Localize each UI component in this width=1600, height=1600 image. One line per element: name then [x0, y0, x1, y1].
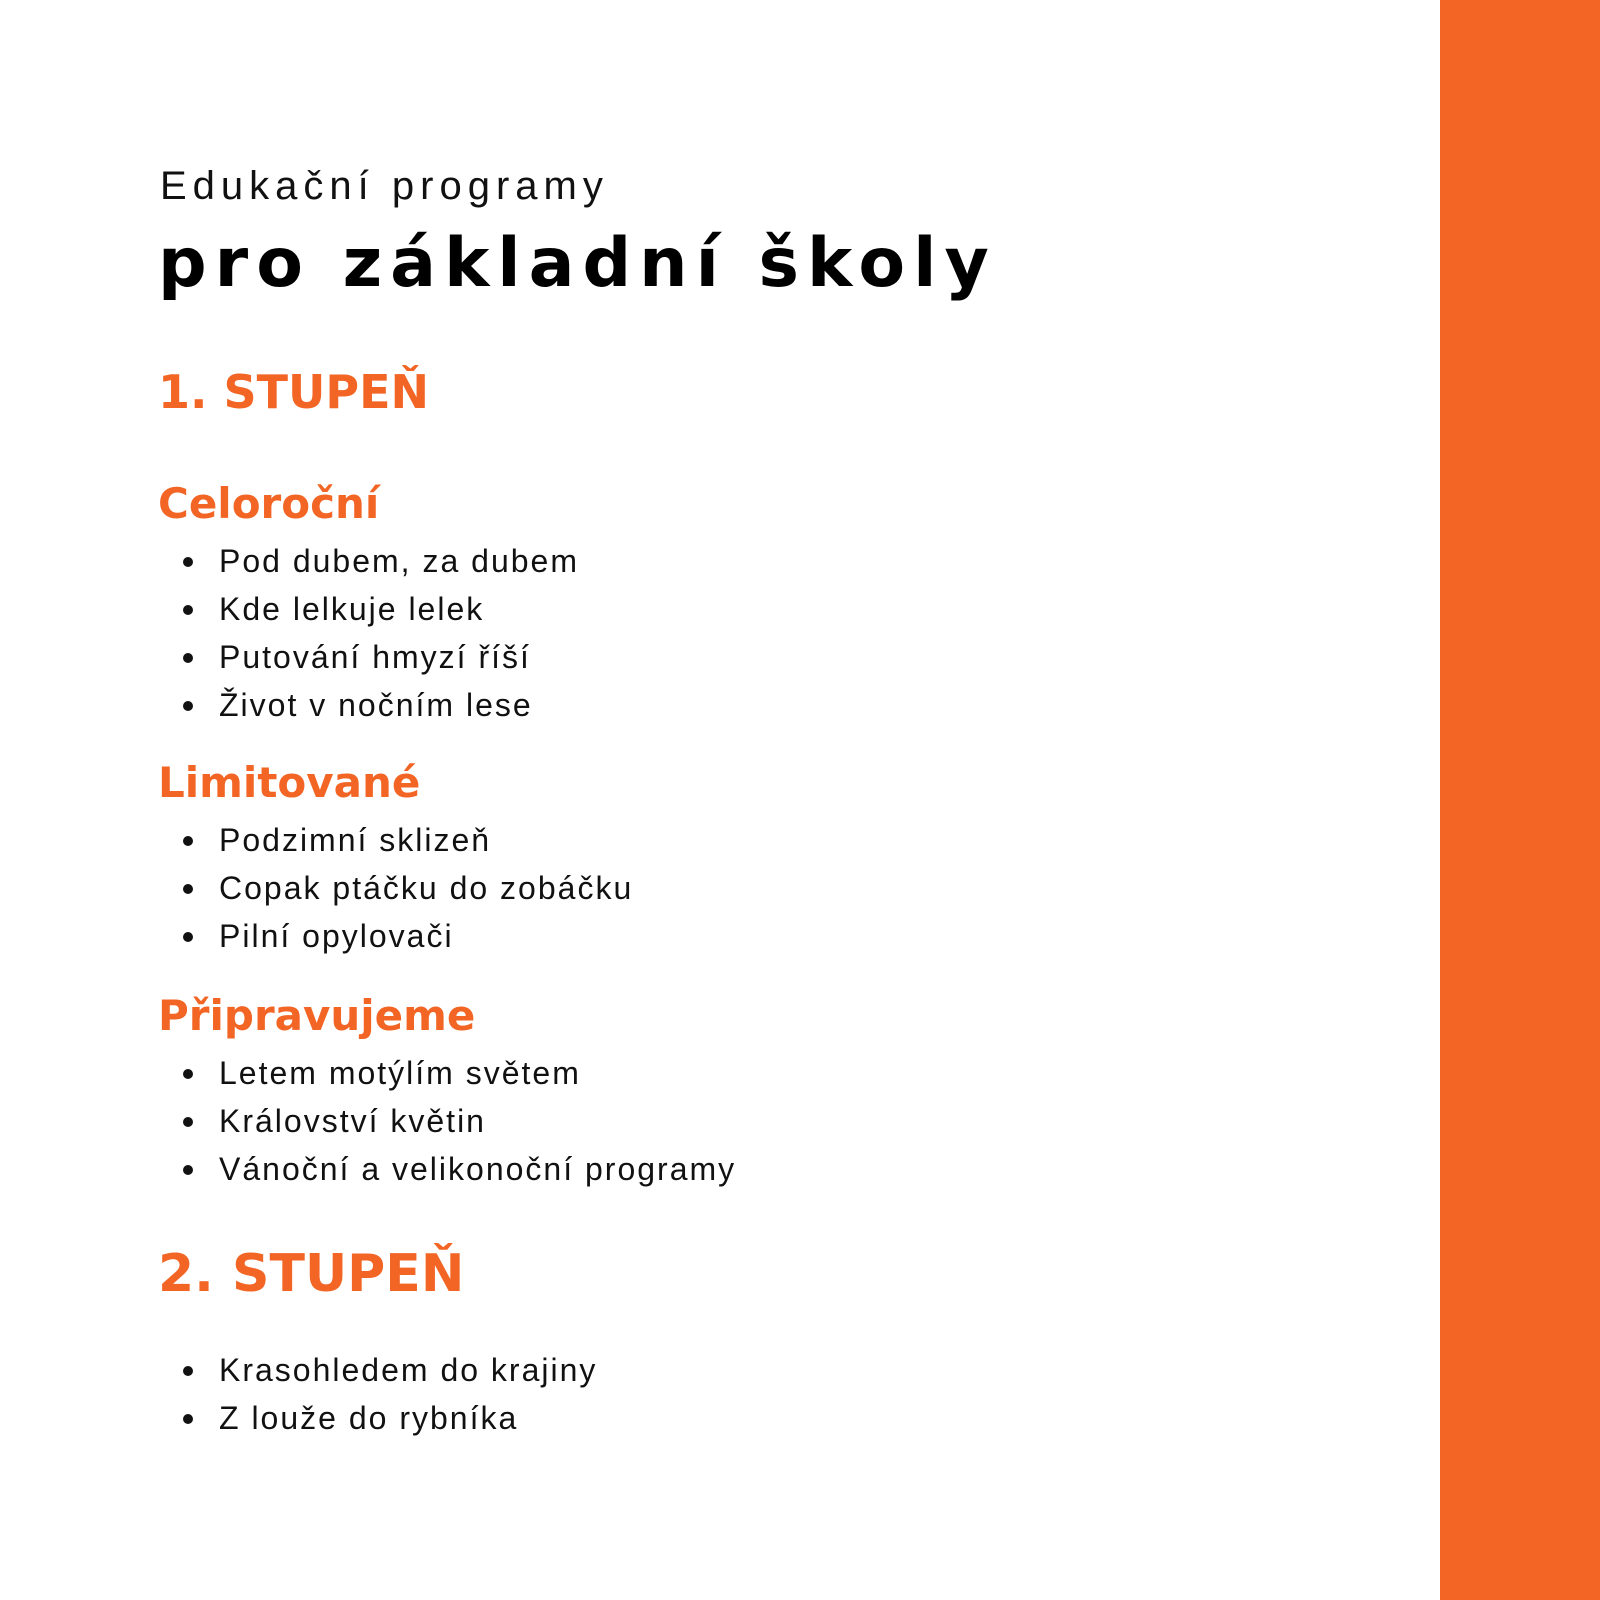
bullet-icon — [183, 605, 193, 615]
bullet-icon — [183, 1117, 193, 1127]
bullet-icon — [183, 932, 193, 942]
upcoming-program-list — [180, 1049, 736, 1193]
program-name: Vánoční a velikonoční programy — [219, 1151, 737, 1187]
program-list-item — [180, 1394, 597, 1442]
program-name: Putování hmyzí říší — [219, 639, 531, 675]
bullet-icon — [183, 836, 193, 846]
page-subtitle: Edukační programy — [160, 164, 609, 208]
program-name: Království květin — [219, 1103, 486, 1139]
limited-program-list — [180, 816, 633, 960]
bullet-icon — [183, 557, 193, 567]
program-name: Copak ptáčku do zobáčku — [219, 870, 634, 906]
year-round-program-list — [180, 537, 579, 729]
program-list-item — [180, 1145, 736, 1193]
program-name: Z louže do rybníka — [219, 1400, 519, 1436]
program-name: Pilní opylovači — [219, 918, 454, 954]
program-name: Letem motýlím světem — [219, 1055, 581, 1091]
program-list-item — [180, 585, 579, 633]
bullet-icon — [183, 1366, 193, 1376]
orange-accent-bar — [1440, 0, 1600, 1600]
program-name: Život v nočním lese — [219, 687, 533, 723]
program-list-item — [180, 633, 579, 681]
program-name: Pod dubem, za dubem — [219, 543, 579, 579]
bullet-icon — [183, 1414, 193, 1424]
category-limited-heading: Limitované — [158, 758, 421, 807]
page-title: pro základní školy — [158, 224, 997, 303]
bullet-icon — [183, 1069, 193, 1079]
program-list-item — [180, 1097, 736, 1145]
program-name: Krasohledem do krajiny — [219, 1352, 598, 1388]
program-list-item — [180, 537, 579, 585]
category-upcoming-heading: Připravujeme — [158, 991, 476, 1040]
bullet-icon — [183, 884, 193, 894]
category-year-round-heading: Celoroční — [158, 479, 380, 528]
bullet-icon — [183, 653, 193, 663]
program-list-item — [180, 681, 579, 729]
program-name: Kde lelkuje lelek — [219, 591, 485, 627]
level-2-heading: 2. STUPEŇ — [158, 1244, 465, 1304]
level-1-heading: 1. STUPEŇ — [158, 365, 429, 419]
program-name: Podzimní sklizeň — [219, 822, 492, 858]
bullet-icon — [183, 701, 193, 711]
level-2-program-list — [180, 1346, 597, 1442]
bullet-icon — [183, 1165, 193, 1175]
program-list-item — [180, 1049, 736, 1097]
program-list-item — [180, 912, 633, 960]
program-list-item — [180, 1346, 597, 1394]
program-list-item — [180, 864, 633, 912]
program-list-item — [180, 816, 633, 864]
